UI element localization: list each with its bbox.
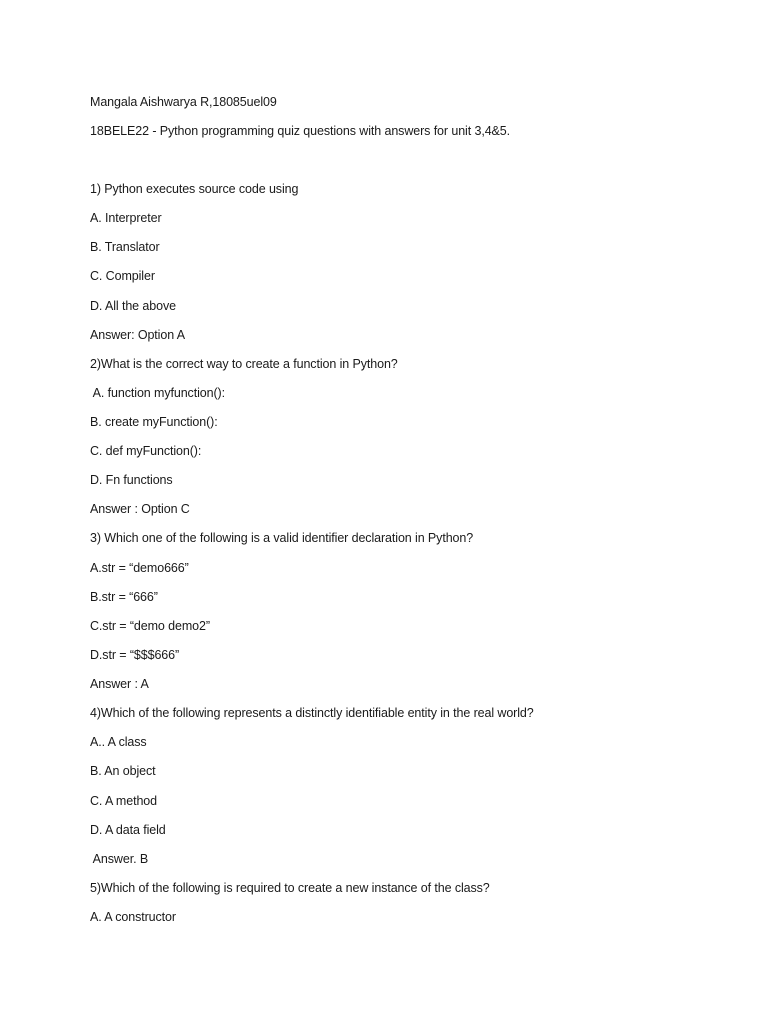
option-4b: B. An object [90,764,156,778]
author-line: Mangala Aishwarya R,18085uel09 [90,95,277,109]
option-1a: A. Interpreter [90,211,162,225]
option-4d: D. A data field [90,823,166,837]
answer-4: Answer. B [90,852,149,866]
option-3a: A.str = “demo666” [90,561,189,575]
document-title: 18BELE22 - Python programming quiz questions with answers for unit 3,4&5. [90,124,511,138]
question-1: 1) Python executes source code using [90,182,299,196]
option-1c: C. Compiler [90,269,155,283]
question-4: 4)Which of the following represents a distinctly identifiable entity in the real world? [90,706,534,720]
option-5a: A. A constructor [90,910,176,924]
answer-3: Answer : A [90,677,149,691]
option-1b: B. Translator [90,240,160,254]
option-3b: B.str = “666” [90,590,158,604]
option-4a: A.. A class [90,735,147,749]
option-1d: D. All the above [90,299,176,313]
option-3c: C.str = “demo demo2” [90,619,210,633]
option-2d: D. Fn functions [90,473,173,487]
question-5: 5)Which of the following is required to create a new instance of the class? [90,881,490,895]
option-2a: A. function myfunction(): [90,386,225,400]
question-3: 3) Which one of the following is a valid identifier declaration in Python? [90,531,474,545]
answer-1: Answer: Option A [90,328,185,342]
option-2b: B. create myFunction(): [90,415,218,429]
option-2c: C. def myFunction(): [90,444,202,458]
option-4c: C. A method [90,794,157,808]
option-3d: D.str = “$$$666” [90,648,180,662]
answer-2: Answer : Option C [90,502,190,516]
question-2: 2)What is the correct way to create a function in Python? [90,357,398,371]
